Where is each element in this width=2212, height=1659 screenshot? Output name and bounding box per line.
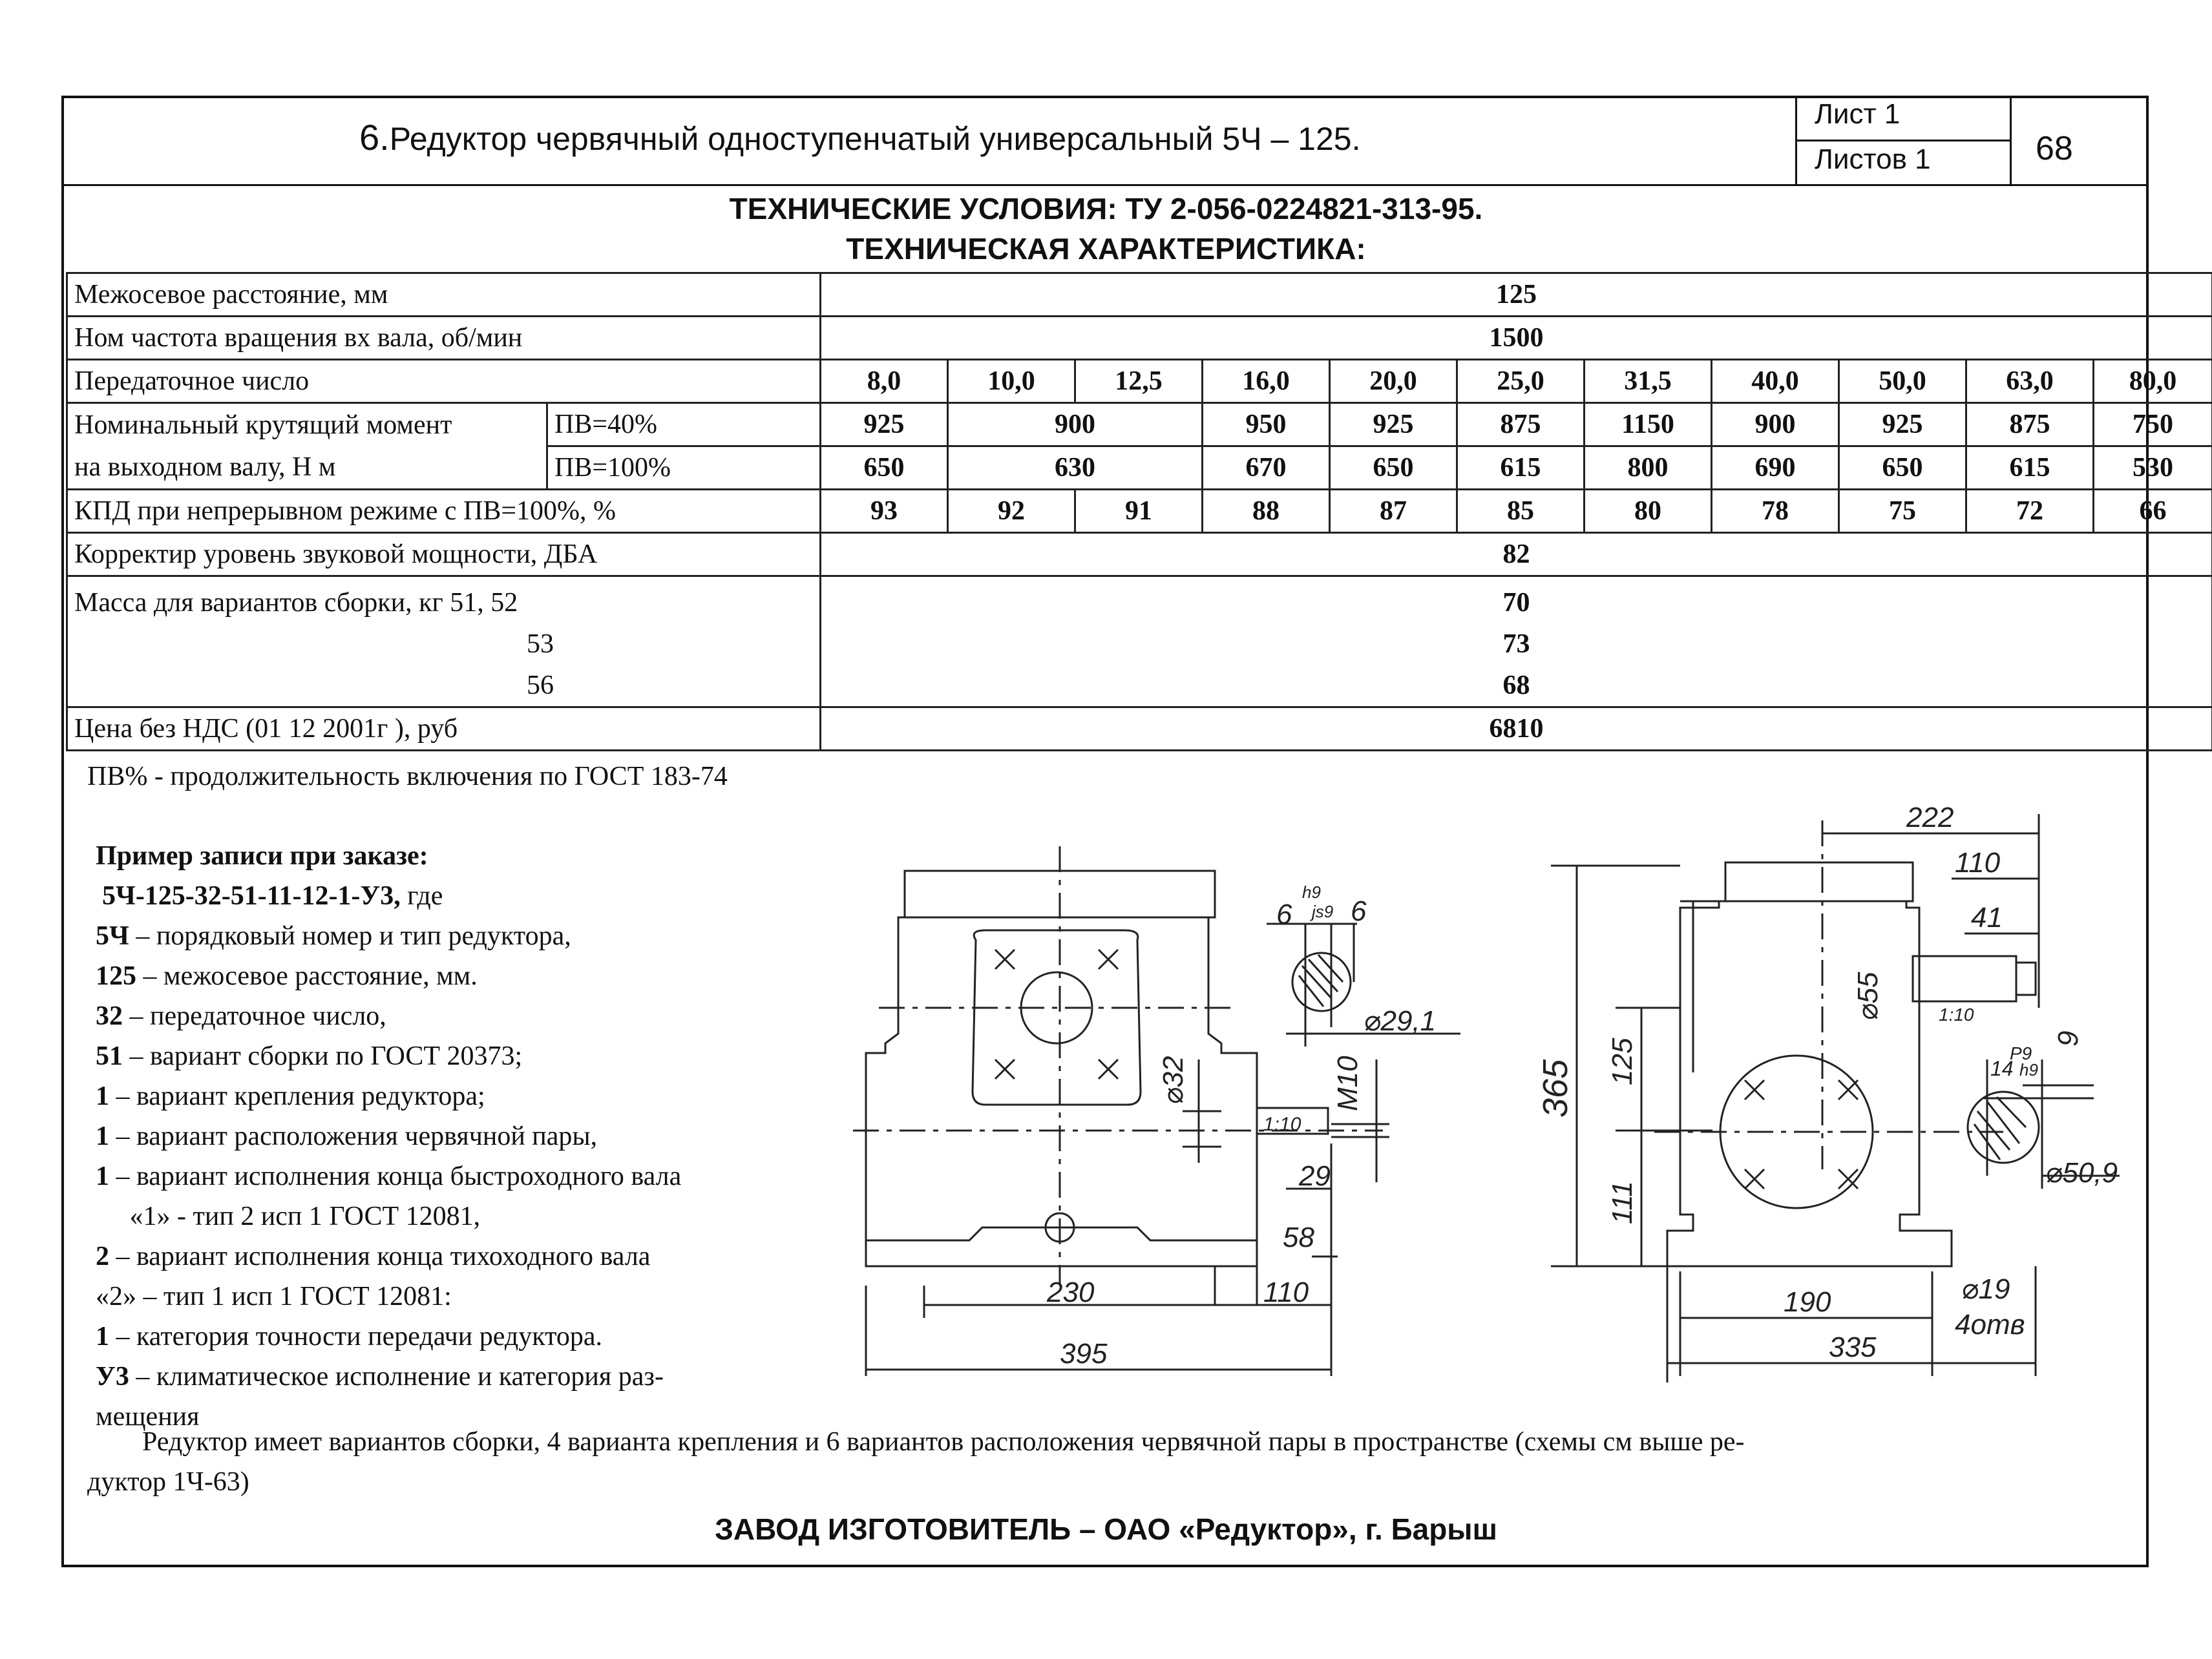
dim-label: 58 <box>1283 1222 1314 1253</box>
sheet-label: Лист 1 <box>1815 98 1901 130</box>
torque-cell: 900 <box>948 403 1203 446</box>
kpd-cell: 88 <box>1203 490 1330 533</box>
ratio-cell: 63,0 <box>1966 360 2094 403</box>
manufacturer-footer: ЗАВОД ИЗГОТОВИТЕЛЬ – ОАО «Редуктор», г. Барыш <box>715 1512 1497 1546</box>
ratio-cell: 25,0 <box>1457 360 1585 403</box>
sheets-label: Листов 1 <box>1815 143 1931 175</box>
mass-value-2: 73 <box>1502 629 1530 659</box>
example-text: – категория точности передачи редуктора. <box>109 1322 603 1351</box>
torque-label-1: Номинальный крутящий момент <box>67 403 547 446</box>
ratio-cell: 16,0 <box>1203 360 1330 403</box>
example-text: – вариант расположения червячной пары, <box>109 1122 598 1151</box>
tech-conditions: ТЕХНИЧЕСКИЕ УСЛОВИЯ: ТУ 2-056-0224821-313-95. <box>729 192 1483 225</box>
example-text: «2» – тип 1 исп 1 ГОСТ 12081: <box>96 1282 452 1311</box>
example-key: 1 <box>96 1162 109 1191</box>
price-value: 6810 <box>821 707 2212 751</box>
example-key: 125 <box>96 961 136 991</box>
pv100-label: ПВ=100% <box>547 446 821 490</box>
mass-label-56: 56 <box>527 671 554 700</box>
page-number: 68 <box>2036 130 2073 167</box>
dim-label: M10 <box>1332 1056 1364 1111</box>
dim-label: 230 <box>1047 1277 1095 1308</box>
title-text: Редуктор червячный одноступенчатый универсальный 5Ч – 125. <box>389 121 1361 157</box>
torque-cell: 615 <box>1966 446 2094 490</box>
speed-label: Ном частота вращения вх вала, об/мин <box>67 317 821 360</box>
torque-label-2: на выходном валу, Н м <box>67 446 547 490</box>
dim-label: 190 <box>1784 1286 1831 1318</box>
torque-cell: 925 <box>1330 403 1457 446</box>
torque-cell: 630 <box>948 446 1203 490</box>
dim-label: 4отв <box>1955 1309 2025 1341</box>
example-key: 1 <box>96 1122 109 1151</box>
torque-cell: 615 <box>1457 446 1585 490</box>
tech-characteristics: ТЕХНИЧЕСКАЯ ХАРАКТЕРИСТИКА: <box>846 232 1366 266</box>
ratio-label: Передаточное число <box>67 360 821 403</box>
axis-label: Межосевое расстояние, мм <box>67 273 821 317</box>
example-text: – вариант сборки по ГОСТ 20373; <box>123 1041 523 1071</box>
torque-cell: 800 <box>1585 446 1712 490</box>
torque-cell: 950 <box>1203 403 1330 446</box>
example-key: 51 <box>96 1041 123 1071</box>
kpd-cell: 78 <box>1712 490 1839 533</box>
kpd-cell: 93 <box>821 490 948 533</box>
dim-label: 365 <box>1536 1059 1575 1118</box>
noise-label: Корректир уровень звуковой мощности, ДБА <box>67 533 821 576</box>
mass-value-3: 68 <box>1502 671 1530 700</box>
kpd-cell: 85 <box>1457 490 1585 533</box>
kpd-cell: 66 <box>2094 490 2212 533</box>
torque-cell: 750 <box>2094 403 2212 446</box>
speed-value: 1500 <box>821 317 2212 360</box>
dim-label: h9 <box>2019 1060 2038 1080</box>
dim-label: 125 <box>1606 1038 1638 1085</box>
noise-value: 82 <box>821 533 2212 576</box>
torque-cell: 670 <box>1203 446 1330 490</box>
front-view <box>853 846 1460 1376</box>
dim-label: 222 <box>1906 802 1954 833</box>
dim-label: 110 <box>1955 847 2001 879</box>
example-text: – вариант исполнения конца тихоходного вала <box>109 1242 651 1271</box>
kpd-cell: 80 <box>1585 490 1712 533</box>
paragraph-line-1: Редуктор имеет вариантов сборки, 4 варианта крепления и 6 вариантов расположения червячной пары в пространстве (схемы см выше ре- <box>142 1427 1745 1457</box>
torque-cell: 925 <box>1839 403 1966 446</box>
axis-value: 125 <box>821 273 2212 317</box>
example-key: 2 <box>96 1242 109 1271</box>
example-code: 5Ч-125-32-51-11-12-1-У3, <box>102 881 401 911</box>
example-text: – вариант исполнения конца быстроходного вала <box>109 1162 682 1191</box>
dim-label: 110 <box>1263 1277 1309 1308</box>
kpd-label: КПД при непрерывном режиме с ПВ=100%, % <box>67 490 821 533</box>
torque-cell: 1150 <box>1585 403 1712 446</box>
dim-label: 9 <box>2052 1030 2084 1047</box>
torque-cell: 690 <box>1712 446 1839 490</box>
paragraph-line-2: дуктор 1Ч-63) <box>87 1467 249 1497</box>
torque-cell: 650 <box>1839 446 1966 490</box>
kpd-cell: 72 <box>1966 490 2094 533</box>
dim-label: 6 <box>1276 899 1292 930</box>
mass-label: Масса для вариантов сборки, кг 51, 52 <box>74 588 518 618</box>
torque-cell: 900 <box>1712 403 1839 446</box>
example-key: 5Ч <box>96 921 129 951</box>
dim-label: P9 <box>2010 1043 2032 1063</box>
dim-label: ⌀29,1 <box>1364 1005 1437 1037</box>
torque-cell: 925 <box>821 403 948 446</box>
example-text: – межосевое расстояние, мм. <box>136 961 478 991</box>
mass-label-53: 53 <box>527 629 554 659</box>
kpd-cell: 92 <box>948 490 1075 533</box>
torque-cell: 650 <box>1330 446 1457 490</box>
mass-value-1: 70 <box>1502 588 1530 618</box>
ratio-cell: 20,0 <box>1330 360 1457 403</box>
dim-label: h9 <box>1302 882 1321 902</box>
ratio-cell: 40,0 <box>1712 360 1839 403</box>
dim-label: ⌀50,9 <box>2045 1157 2118 1189</box>
torque-cell: 530 <box>2094 446 2212 490</box>
example-text: «1» - тип 2 исп 1 ГОСТ 12081, <box>96 1202 481 1231</box>
pv40-label: ПВ=40% <box>547 403 821 446</box>
dim-label: 1:10 <box>1263 1114 1301 1135</box>
kpd-cell: 87 <box>1330 490 1457 533</box>
example-text: – порядковый номер и тип редуктора, <box>129 921 571 951</box>
example-key: У3 <box>96 1362 129 1392</box>
dim-label: 41 <box>1971 902 2003 934</box>
price-label: Цена без НДС (01 12 2001г ), руб <box>67 707 821 751</box>
example-text: – передаточное число, <box>123 1001 386 1031</box>
title-number: 6. <box>359 117 390 158</box>
example-key: 1 <box>96 1081 109 1111</box>
example-key: 32 <box>96 1001 123 1031</box>
torque-cell: 875 <box>1457 403 1585 446</box>
dim-label: ⌀19 <box>1961 1273 2010 1305</box>
kpd-cell: 75 <box>1839 490 1966 533</box>
drawing-labels <box>1046 802 2118 1370</box>
dim-label: 335 <box>1829 1331 1877 1363</box>
example-text: – вариант крепления редуктора; <box>109 1081 485 1111</box>
example-text: – климатическое исполнение и категория раз- <box>129 1362 664 1392</box>
example-heading: Пример записи при заказе: <box>96 841 428 871</box>
dim-label: 6 <box>1351 895 1367 927</box>
example-code-tail: где <box>400 881 443 911</box>
example-text: мещения <box>96 1402 200 1432</box>
side-view <box>1551 814 2120 1382</box>
ratio-cell: 12,5 <box>1075 360 1203 403</box>
ratio-cell: 10,0 <box>948 360 1075 403</box>
ratio-cell: 50,0 <box>1839 360 1966 403</box>
pv-note: ПВ% - продолжительность включения по ГОСТ 183-74 <box>87 762 728 791</box>
dim-label: 1:10 <box>1939 1005 1974 1025</box>
dim-label: 395 <box>1060 1338 1108 1370</box>
ratio-cell: 31,5 <box>1585 360 1712 403</box>
ratio-cell: 8,0 <box>821 360 948 403</box>
ratio-cell: 80,0 <box>2094 360 2212 403</box>
torque-cell: 650 <box>821 446 948 490</box>
dim-label: js9 <box>1312 902 1334 921</box>
torque-cell: 875 <box>1966 403 2094 446</box>
kpd-cell: 91 <box>1075 490 1203 533</box>
dim-label: ⌀32 <box>1157 1056 1189 1105</box>
example-key: 1 <box>96 1322 109 1351</box>
dim-label: 111 <box>1606 1181 1638 1224</box>
dim-label: 29 <box>1299 1160 1331 1192</box>
dim-label: 14 <box>1990 1057 2014 1080</box>
dim-label: ⌀55 <box>1852 972 1884 1021</box>
